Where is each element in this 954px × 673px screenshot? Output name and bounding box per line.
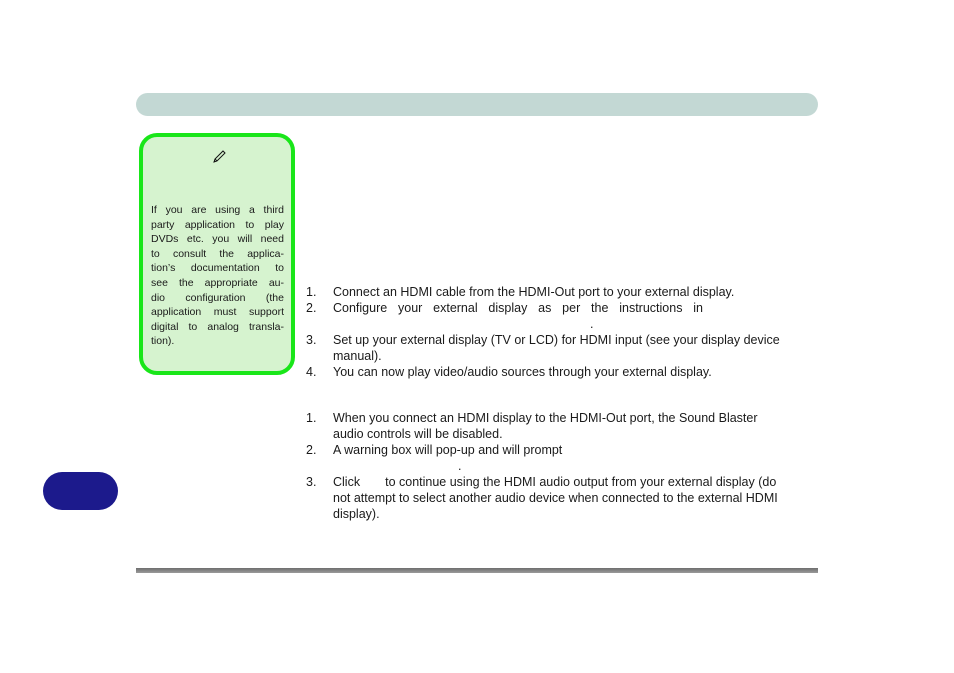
step-text: You can now play video/audio sources through your external display.: [333, 365, 712, 379]
step-number: 2.: [306, 443, 317, 457]
list-item: [306, 332, 820, 364]
step-text: A warning box will pop-up and will prompt: [333, 443, 563, 457]
step-text: manual).: [333, 349, 382, 363]
step-number: 3.: [306, 475, 317, 489]
note-box: [139, 133, 295, 375]
note-line: to consult the applica-: [151, 247, 284, 260]
list-item: [306, 364, 820, 380]
step-text: Set up your external display (TV or LCD) for HDMI input (see your display device: [333, 333, 780, 347]
header-bar: [136, 93, 818, 116]
chapter-tab: [43, 472, 118, 510]
list-item: [306, 284, 820, 300]
step-text: audio controls will be disabled.: [333, 427, 503, 441]
list-item: [306, 300, 820, 332]
click-word: Click: [333, 475, 361, 489]
footer-rule: [136, 568, 818, 573]
step-number: 1.: [306, 411, 317, 425]
note-line: If you are using a third: [151, 204, 284, 216]
click-continuation: to continue using the HDMI audio output from your external display (do: [385, 475, 777, 489]
step-text: Configure your external display as per the instructions in: [333, 301, 703, 315]
step-text: When you connect an HDMI display to the HDMI-Out port, the Sound Blaster: [333, 411, 758, 425]
note-text: [151, 203, 284, 349]
step-text: .: [590, 317, 594, 331]
pencil-icon: [211, 149, 227, 165]
note-line: see the appropriate au-: [151, 276, 284, 289]
step-text: display).: [333, 507, 380, 521]
note-line: application must support: [151, 306, 284, 319]
note-line: tion’s documentation to: [151, 262, 284, 275]
note-line: dio configuration (the: [151, 291, 284, 304]
list-item: [306, 442, 820, 474]
hdmi-setup-steps: [306, 284, 820, 380]
step-number: 2.: [306, 301, 317, 315]
note-line: tion).: [151, 335, 175, 348]
step-number: 3.: [306, 333, 317, 347]
step-text: [333, 474, 820, 490]
note-line: digital to analog transla-: [151, 320, 284, 333]
note-line: DVDs etc. you will need: [151, 233, 284, 246]
step-text: not attempt to select another audio device when connected to the external HDMI: [333, 491, 778, 505]
sound-blaster-steps: [306, 410, 820, 522]
step-text: Connect an HDMI cable from the HDMI-Out port to your external display.: [333, 285, 735, 299]
note-line: party application to play: [151, 218, 284, 231]
list-item: [306, 410, 820, 442]
list-item: [306, 474, 820, 522]
step-number: 4.: [306, 365, 317, 379]
step-number: 1.: [306, 285, 317, 299]
step-text: .: [458, 459, 462, 473]
